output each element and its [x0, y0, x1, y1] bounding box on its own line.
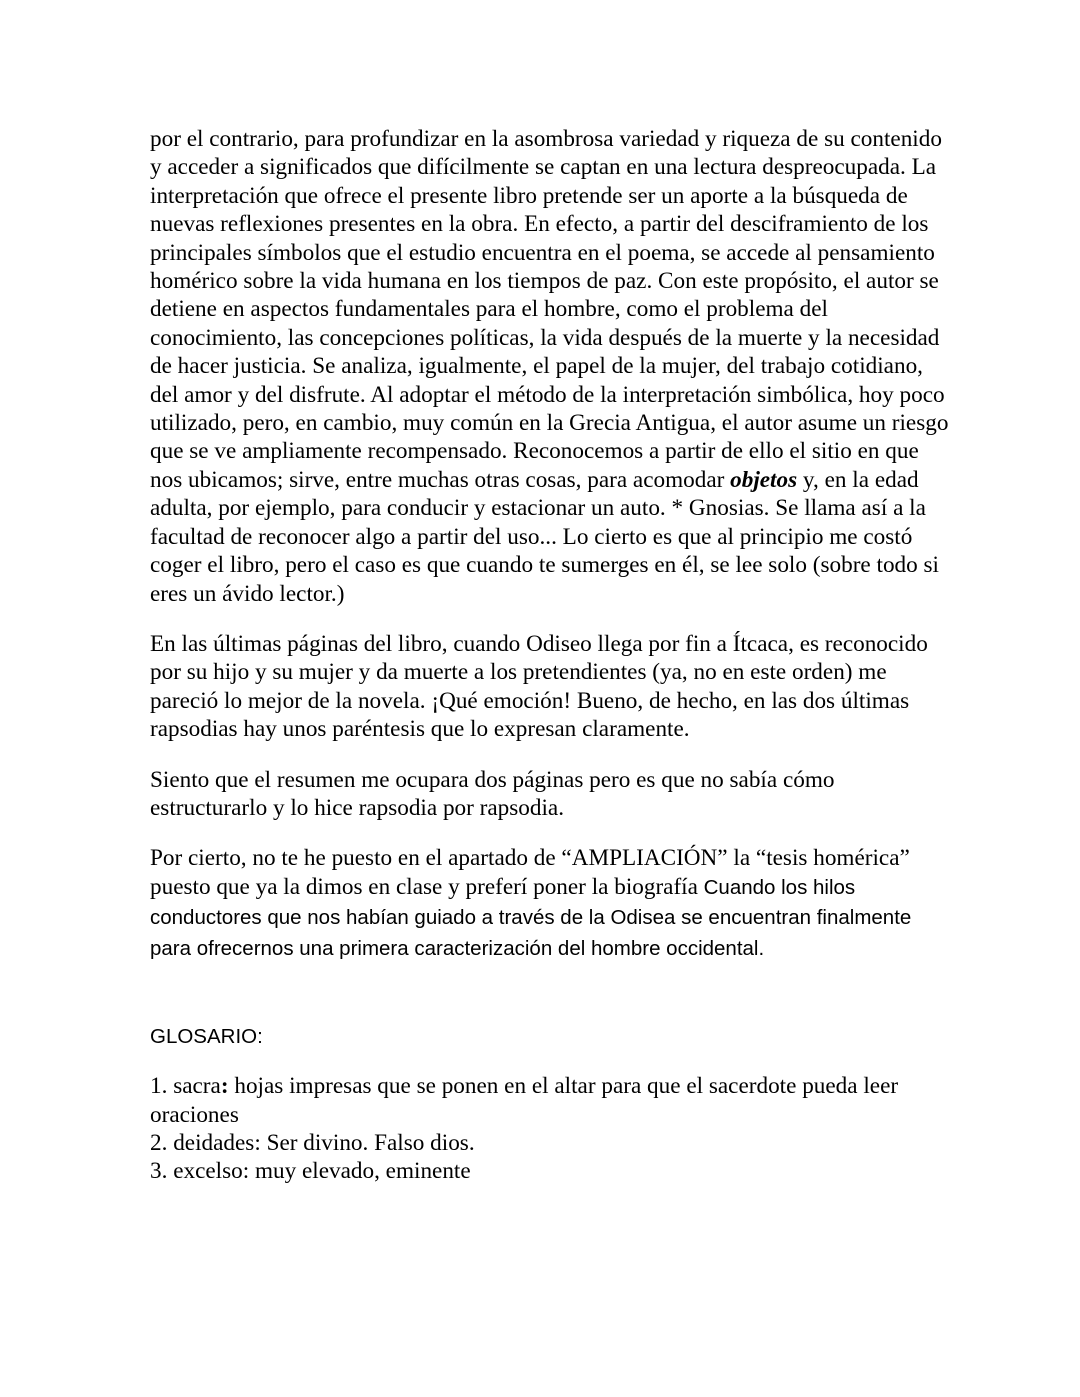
paragraph-4-serif-text: Por cierto, no te he puesto en el apartado de “AMPLIACIÓN” la “tesis homérica” puesto que ya la dimos en clase y preferí poner la biografía — [150, 845, 910, 900]
paragraph-1 — [150, 125, 950, 608]
glossary-term: 2. deidades — [150, 1130, 255, 1157]
paragraph-1-text-a: por el contrario, para profundizar en la asombrosa variedad y riqueza de su contenido y acceder a significados que difícilmente se captan en una lectura despreocupada. La interpretación que ofrece el presente libro pretende ser un aporte a la búsqueda de nuevas reflexiones presentes en la obra. En efecto, a partir del desciframiento de los principales símbolos que el estudio encuentra en el poema, se accede al pensamiento homérico sobre la vida humana en los tiempos de paz. Con este propósito, el autor se detiene en aspectos fundamentales para el hombre, como el problema del conocimiento, las concepciones políticas, la vida después de la muerte y la necesidad de hacer justicia. Se analiza, igualmente, el papel de la mujer, del trabajo cotidiano, del amor y del disfrute. Al adoptar el método de la interpretación simbólica, hoy poco utilizado, pero, en cambio, muy común en la Grecia Antigua, el autor asume un riesgo que se ve ampliamente recompensado. Reconocemos a partir de ello el sitio en que nos ubicamos; sirve, entre muchas otras cosas, para acomodar — [150, 126, 949, 493]
paragraph-4-sans-text: Cuando los hilos conductores que nos habían guiado a través de la Odisea se encuentran finalmente para ofrecernos una primera caracterización del hombre occidental. — [150, 875, 912, 960]
glossary-definition: muy elevado, eminente — [249, 1158, 471, 1185]
glossary-item — [150, 1129, 950, 1157]
glossary-colon: : — [254, 1130, 261, 1157]
glossary-colon: : — [220, 1073, 229, 1100]
glossary-term: 3. excelso — [150, 1158, 243, 1185]
paragraph-4 — [150, 844, 950, 964]
glossary-item — [150, 1072, 950, 1129]
paragraph-2: En las últimas páginas del libro, cuando Odiseo llega por fin a Ítcaca, es reconocido por su hijo y su mujer y da muerte a los pretendientes (ya, no en este orden) me pareció lo mejor de la novela. ¡Qué emoción! Bueno, de hecho, en las dos últimas rapsodias hay unos paréntesis que lo expresan claramente. — [150, 630, 928, 743]
glossary-term: 1. sacra — [150, 1073, 221, 1100]
glossary-definition: Ser divino. Falso dios. — [260, 1130, 475, 1157]
paragraph-3: Siento que el resumen me ocupara dos páginas pero es que no sabía cómo estructurarlo y lo hice rapsodia por rapsodia. — [150, 766, 835, 821]
glosario-heading: GLOSARIO: — [150, 1025, 263, 1049]
paragraph-1-text-b: y, en la edad adulta, por ejemplo, para conducir y estacionar un auto. * Gnosias. Se llama así a la facultad de reconocer algo a partir del uso... Lo cierto es que al principio me costó coger el libro, pero el caso es que cuando te sumerges en él, se lee solo (sobre todo si eres un ávido lector.) — [150, 466, 939, 607]
glossary-colon: : — [242, 1158, 250, 1185]
emphasis-objetos: objetos — [730, 466, 798, 493]
glossary-list — [150, 1072, 950, 1186]
glossary-definition: hojas impresas que se ponen en el altar para que el sacerdote pueda leer oraciones — [150, 1073, 899, 1128]
glossary-item — [150, 1157, 950, 1185]
document-page — [150, 125, 950, 1186]
